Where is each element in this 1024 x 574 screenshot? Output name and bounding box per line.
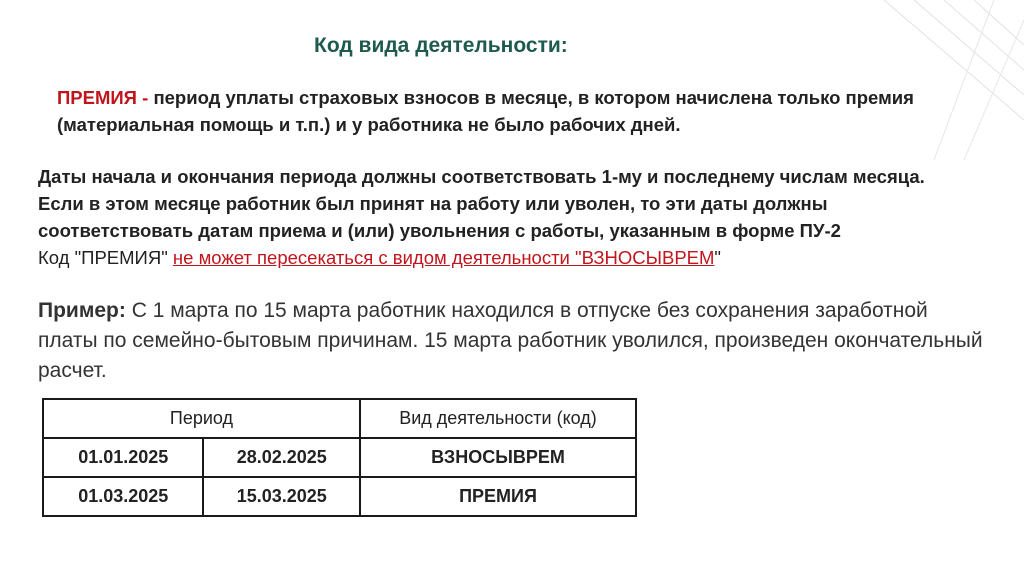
premium-dash: - xyxy=(136,87,154,108)
dates-rules xyxy=(38,163,998,271)
example-text: С 1 марта по 15 марта работник находился в отпуске без сохранения заработной платы по семейно-бытовым причинам. 15 марта работник уволился, произведен окончательный расчет. xyxy=(38,299,983,382)
cell-activity-code: ВЗНОСЫВРЕМ xyxy=(360,438,636,477)
cell-start-date: 01.03.2025 xyxy=(43,477,203,516)
table-row xyxy=(43,477,636,516)
example-label: Пример: xyxy=(38,299,126,322)
premium-definition xyxy=(57,84,957,138)
header-activity-code: Вид деятельности (код) xyxy=(360,399,636,438)
code-restriction-warning: не может пересекаться с видом деятельности "ВЗНОСЫВРЕМ xyxy=(172,247,715,268)
page-title: Код вида деятельности: xyxy=(314,34,568,57)
code-restriction-prefix: Код "ПРЕМИЯ" xyxy=(38,247,173,268)
periods-table xyxy=(42,398,637,517)
dates-rule-line-2: Если в этом месяце работник был принят на работу или уволен, то эти даты должны xyxy=(38,193,828,214)
cell-end-date: 15.03.2025 xyxy=(203,477,360,516)
dates-rule-line-3: соответствовать датам приема и (или) увольнения с работы, указанным в форме ПУ-2 xyxy=(38,220,841,241)
premium-term: ПРЕМИЯ xyxy=(57,87,137,108)
code-restriction-line xyxy=(38,247,721,268)
cell-end-date: 28.02.2025 xyxy=(203,438,360,477)
table-row xyxy=(43,438,636,477)
cell-start-date: 01.01.2025 xyxy=(43,438,203,477)
table-header-row xyxy=(43,399,636,438)
code-restriction-suffix: " xyxy=(714,247,721,268)
dates-rule-line-1: Даты начала и окончания периода должны соответствовать 1-му и последнему числам месяца. xyxy=(38,166,925,187)
example-paragraph xyxy=(38,296,988,386)
header-period: Период xyxy=(43,399,360,438)
cell-activity-code: ПРЕМИЯ xyxy=(360,477,636,516)
premium-definition-text: период уплаты страховых взносов в месяце, в котором начислена только премия (материальная помощь и т.п.) и у работника не было рабочих дней. xyxy=(57,87,914,135)
